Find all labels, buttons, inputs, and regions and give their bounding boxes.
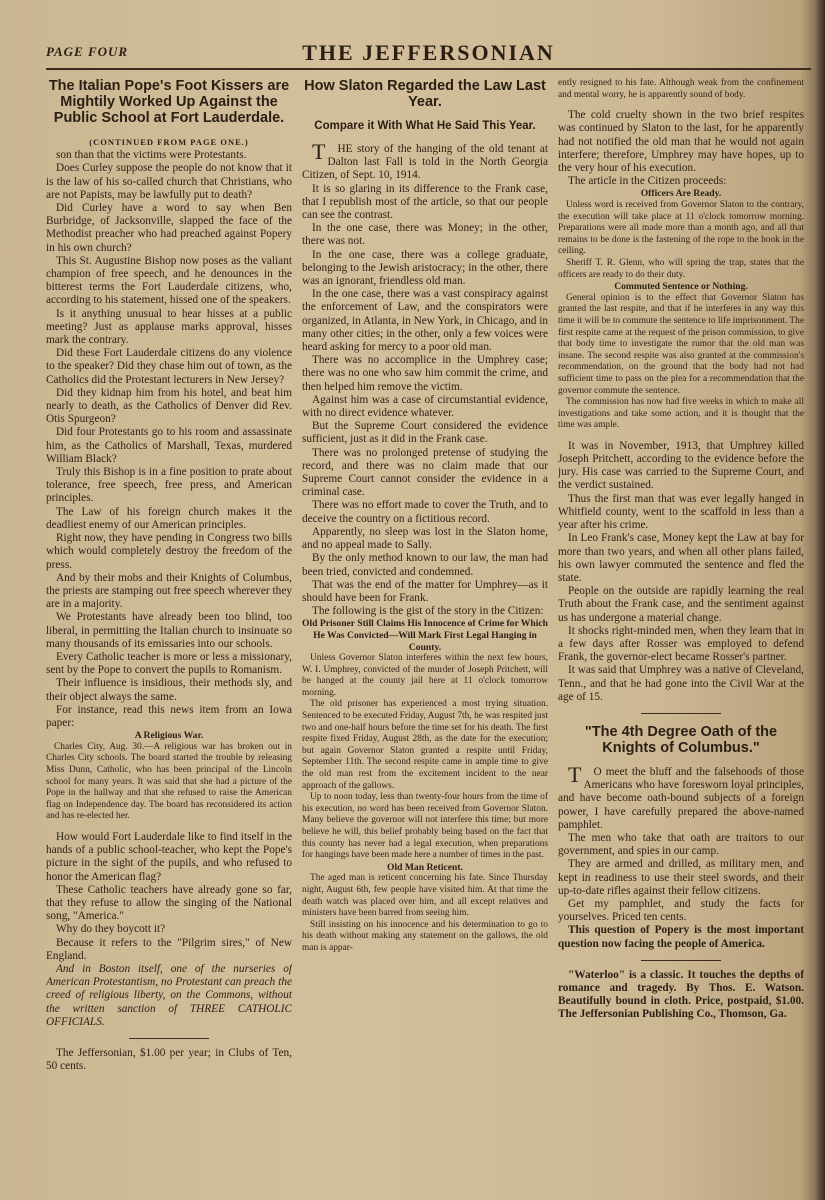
paragraph: Apparently, no sleep was lost in the Slaton home, and no appeal made to Sally. <box>302 525 548 552</box>
newspaper-title: THE JEFFERSONIAN <box>302 40 555 65</box>
subscription-note: The Jeffersonian, $1.00 per year; in Clubs of Ten, 50 cents. <box>46 1046 292 1073</box>
paragraph: Every Catholic teacher is more or less a missionary, sent by the Pope to convert the pupils to Romanism. <box>46 650 292 677</box>
paragraph: son than that the victims were Protestants. <box>56 149 247 162</box>
paragraph: The cold cruelty shown in the two brief respites was continued by Slaton to the last, for he apparently had not notified the old man that he would not again interfere; therefore, Umphrey may have hopes, up to the very hour of his execution. <box>558 109 804 174</box>
paragraph: Get my pamphlet, and study the facts for yourselves. Priced ten cents. <box>558 897 804 924</box>
article-body <box>302 139 548 618</box>
paragraph: These Catholic teachers have already gone so far, that they refuse to allow the singing of the National song, "America." <box>46 883 292 923</box>
paragraph: The following is the gist of the story in the Citizen: <box>312 605 544 618</box>
paragraph: We Protestants have already been too blind, too liberal, in permitting the Italian church to insinuate so many thousands of its emissaries into our schools. <box>46 611 292 650</box>
paragraph: How would Fort Lauderdale like to find itself in the hands of a public school-teacher, who kept the Pope's picture in the sight of the pupils, and who refused to honor the American flag? <box>46 830 292 883</box>
paragraph: In Leo Frank's case, Money kept the Law at bay for more than two years, and when all other plans failed, his own lawyer commuted the sentence and fled the state. <box>558 532 804 584</box>
paragraph: This St. Augustine Bishop now poses as the valiant champion of free speech, and he denounces in the bitterest terms the Fort Lauderdale citizens, who, according to his statement, hissed one of the speakers. <box>46 254 292 307</box>
continued-quote <box>558 78 804 101</box>
pamphlet-article <box>558 761 804 951</box>
headline-knights-of-columbus: "The 4th Degree Oath of the Knights of Columbus." <box>584 723 778 756</box>
paragraph: For instance, read this news item from an Iowa paper: <box>46 703 292 729</box>
paragraph: And in Boston itself, one of the nurseries of American Protestantism, no Protestant can preach the creed of religious liberty, on the Commons, without the written sanction of THREE CATHOLIC OFFICIALS. <box>46 962 292 1028</box>
paragraph: Does Curley suppose the people do not know that it is the law of his so-called church that Christians, who are not Papists, may be lawfully put to death? <box>46 162 292 201</box>
paragraph: It was in November, 1913, that Umphrey killed Joseph Pritchett, according to the evidence before the jury. His case was carried to the Supreme Court, and the verdict sustained. <box>558 439 804 492</box>
headline-italian-pope: The Italian Pope's Foot Kissers are Mightily Worked Up Against the Public School at Fort Lauderdale. <box>48 78 290 126</box>
paragraph: By the only method known to our law, the man had been tried, convicted and condemned. <box>302 552 548 578</box>
paragraph: Did these Fort Lauderdale citizens do any violence to the speaker? Did they chase him out of town, as the Catholics did the Protestant lecturers in New Jersey? <box>46 347 292 386</box>
paragraph: Right now, they have pending in Congress two bills which would completely destroy the freedom of the press. <box>46 532 292 571</box>
paragraph: Thus the first man that was ever legally hanged in Whitfield county, went to the scaffold in less than a year after his crime. <box>558 492 804 532</box>
article-body <box>558 109 804 188</box>
paragraph: Because it refers to the "Pilgrim sires," of New England. <box>46 936 292 962</box>
paragraph: TO meet the bluff and the falsehoods of those Americans who have foresworn loyal principles, and have become oath-bound subjects of a foreign power, I have carefully prepared the above-named pamphlet. <box>558 761 804 831</box>
paragraph: But the Supreme Court considered the evidence sufficient, just as it did in the Frank case. <box>302 420 548 446</box>
quoted-citizen-article <box>558 188 804 431</box>
waterloo-advertisement: "Waterloo" is a classic. It touches the depths of romance and tragedy. By Thos. E. Watson. Beautifully bound in cloth. Price, postpaid, $1.00. The Jeffersonian Publishing Co., Thomson, Ga. <box>558 968 804 1021</box>
paragraph: Against him was a case of circumstantial evidence, with no direct evidence whatever. <box>302 393 548 420</box>
paragraph: In the one case, there was a college graduate, belonging to the Jewish aristocracy; in the other, there was an ignorant, friendless old man. <box>302 248 548 288</box>
quote-paragraph: Sheriff T. R. Glenn, who will spring the trap, states that the officers are ready to do their duty. <box>558 257 804 280</box>
divider <box>46 1033 292 1043</box>
quote-paragraph: General opinion is to the effect that Governor Slaton has granted the last respite, and that if he interferes in any way this time it will be to commute the sentence to life imprisonment. The first respite came at the request of the prison commission, to give that body time to investigate the rumor that the old man was insane. The second respite was also granted at the commission's recommendation, on the ground that the body had not had sufficient time to pass on the plea for a recommendation that the governor commute the sentence. <box>558 292 804 396</box>
paragraph: And by their mobs and their Knights of Columbus, the priests are stamping out free speech wherever they are in a majority. <box>46 571 292 611</box>
paragraph: People on the outside are rapidly learning the real Truth about the Frank case, and the sentiment against us has undergone a material change. <box>558 585 804 624</box>
divider <box>558 708 804 718</box>
divider <box>558 955 804 965</box>
paragraph: Why do they boycott it? <box>56 923 166 936</box>
quote-heading: Old Prisoner Still Claims His Innocence of Crime for Which He Was Convicted—Will Mark First Legal Hanging in County. <box>302 618 548 653</box>
headline-slaton: How Slaton Regarded the Law Last Year. <box>304 78 546 110</box>
quote-paragraph: The old prisoner has experienced a most trying situation. Sentenced to be executed Friday, August 7th, he was respited just two and one-half hours before the time set for his death. The first respite fixed Friday, August 28th, as the date for the execution; but again Governor Slaton granted a respite until Friday, September 11th. The second respite came in ample time to give the old man rest from the excitement incident to the near approach of the gallows. <box>302 699 548 791</box>
paragraph: It shocks right-minded men, when they learn that in a few days after Rosser was employed to defend Frank, the governor-elect became Rosser's partner. <box>558 624 804 664</box>
quote-paragraph: Unless word is received from Governor Slaton to the contrary, the execution will take place at 11 o'clock tomorrow morning. Preparations were all made more than a month ago, and all that remains to be done is the fastening of the rope to the hook in the ceiling. <box>558 200 804 257</box>
page-label: PAGE FOUR <box>46 44 129 59</box>
quote-paragraph: ently resigned to his fate. Although weak from the confinement and mental worry, he is apparently sound of body. <box>558 78 804 100</box>
quoted-citizen-article <box>302 618 548 954</box>
article-body-continued <box>558 440 804 704</box>
paragraph: Did four Protestants go to his room and assassinate him, as the Catholics of Marshall, Texas, murdered William Black? <box>46 426 292 465</box>
paragraph: Did Curley have a word to say when Ben Burbridge, of Jacksonville, slapped the face of the Methodist preacher who had preached against Popery in his own church? <box>46 202 292 254</box>
column-1 <box>46 78 292 1178</box>
quote-paragraph: The aged man is reticent concerning his fate. Since Thursday night, August 6th, few people have visited him. At that time the death watch was placed over him, and all except relatives and ministers have been barred from seeing him. <box>302 873 548 919</box>
subheadline: Compare it With What He Said This Year. <box>314 120 536 132</box>
continued-note: (CONTINUED FROM PAGE ONE.) <box>89 137 249 147</box>
paragraph: This question of Popery is the most important question now facing the people of America. <box>558 924 804 950</box>
paragraph: THE story of the hanging of the old tenant at Dalton last Fall is told in the North Georgia Citizen, of Sept. 10, 1914. <box>302 139 548 182</box>
quoted-news-item <box>46 730 292 823</box>
paragraph: Did they kidnap him from his hotel, and beat him nearly to death, as the Catholics of Denver did Rev. Otis Spurgeon? <box>46 386 292 426</box>
column-2 <box>302 78 548 1178</box>
paragraph: The men who take that oath are traitors to our government, and spies in our camp. <box>558 831 804 858</box>
paragraph: There was no effort made to cover the Truth, and to deceive the country on a fictitious record. <box>302 499 548 525</box>
paragraph: The Law of his foreign church makes it the deadliest enemy of our American principles. <box>46 505 292 531</box>
paragraph: It was said that Umphrey was a native of Cleveland, Tenn., and that he had gone into the Civil War at the age of 15. <box>558 664 804 703</box>
quote-subheading: Commuted Sentence or Nothing. <box>614 281 748 293</box>
masthead <box>46 38 811 70</box>
paragraph: Their influence is insidious, their methods sly, and their object always the same. <box>46 677 292 703</box>
paragraph: The article in the Citizen proceeds: <box>568 175 727 188</box>
quote-paragraph: Unless Governor Slaton interferes within the next few hours, W. I. Umphrey, convicted of the murder of Joseph Pritchett, will be hanged at the county jail here at 11 o'clock tomorrow morning. <box>302 653 548 698</box>
paragraph: It is so glaring in its difference to the Frank case, that I republish most of the article, so that our people can see the contrast. <box>302 182 548 222</box>
paragraph: Truly this Bishop is in a fine position to prate about tolerance, free speech, free press, and American principles. <box>46 466 292 505</box>
column-3 <box>558 78 804 1178</box>
paragraph: That was the end of the matter for Umphrey—as it should have been for Frank. <box>302 578 548 604</box>
paragraph: They are armed and drilled, as military men, and kept in readiness to use their steel swords, and their up-to-date rifles against their fellow citizens. <box>558 858 804 897</box>
paragraph: In the one case, there was Money; in the other, there was not. <box>302 222 548 248</box>
paragraph: In the one case, there was a vast conspiracy against the enforcement of Law, and the conspirators were organized, in Atlanta, in New York, in Chicago, and in many other cities; in the other, only a few voices were heard asking for mercy to a poor old man. <box>302 288 548 354</box>
paragraph: There was no prolonged pretense of studying the record, and there was no claim made that our Supreme Court cannot consider the evidence in a criminal case. <box>302 446 548 499</box>
quote-subheading: Old Man Reticent. <box>387 861 463 873</box>
columns <box>46 78 811 1178</box>
quote-paragraph: Charles City, Aug. 30.—A religious war has broken out in Charles City schools. The board started the trouble by releasing Miss Dunn, Catholic, who has been principal of the Lincoln school for many years. It was said that she had a picture of the Pope in the hallway and that she refused to raise the American flag on Independence day. The board has reconsidered its action and has re-elected her. <box>46 741 292 822</box>
quote-paragraph: Up to noon today, less than twenty-four hours from the time of his execution, no word has been received from Governor Slaton. Many believe the governor will not interfere this time; but more believe he will, this belief probably being based on the fact that this county has never had a legal execution, when preparations for hangings have been made here a number of times in the past. <box>302 792 548 861</box>
quote-heading: A Religious War. <box>134 730 204 742</box>
article-body-continued <box>46 831 292 1029</box>
article-body <box>46 149 292 730</box>
quote-paragraph: Still insisting on his innocence and his determination to go to his death without making any statement on the gallows, the old man is appar- <box>302 919 548 953</box>
page-edge-shadow <box>815 0 825 1200</box>
paragraph: There was no accomplice in the Umphrey case; there was no one who saw him commit the crime, and then helped him remove the victim. <box>302 354 548 393</box>
quote-paragraph: The commission has now had five weeks in which to make all investigations and take some action, and it is thought that the time was ample. <box>558 397 804 431</box>
paragraph: Is it anything unusual to hear hisses at a public meeting? Just as applause marks approval, hisses mark the contrary. <box>46 307 292 347</box>
quote-heading: Officers Are Ready. <box>640 188 722 200</box>
